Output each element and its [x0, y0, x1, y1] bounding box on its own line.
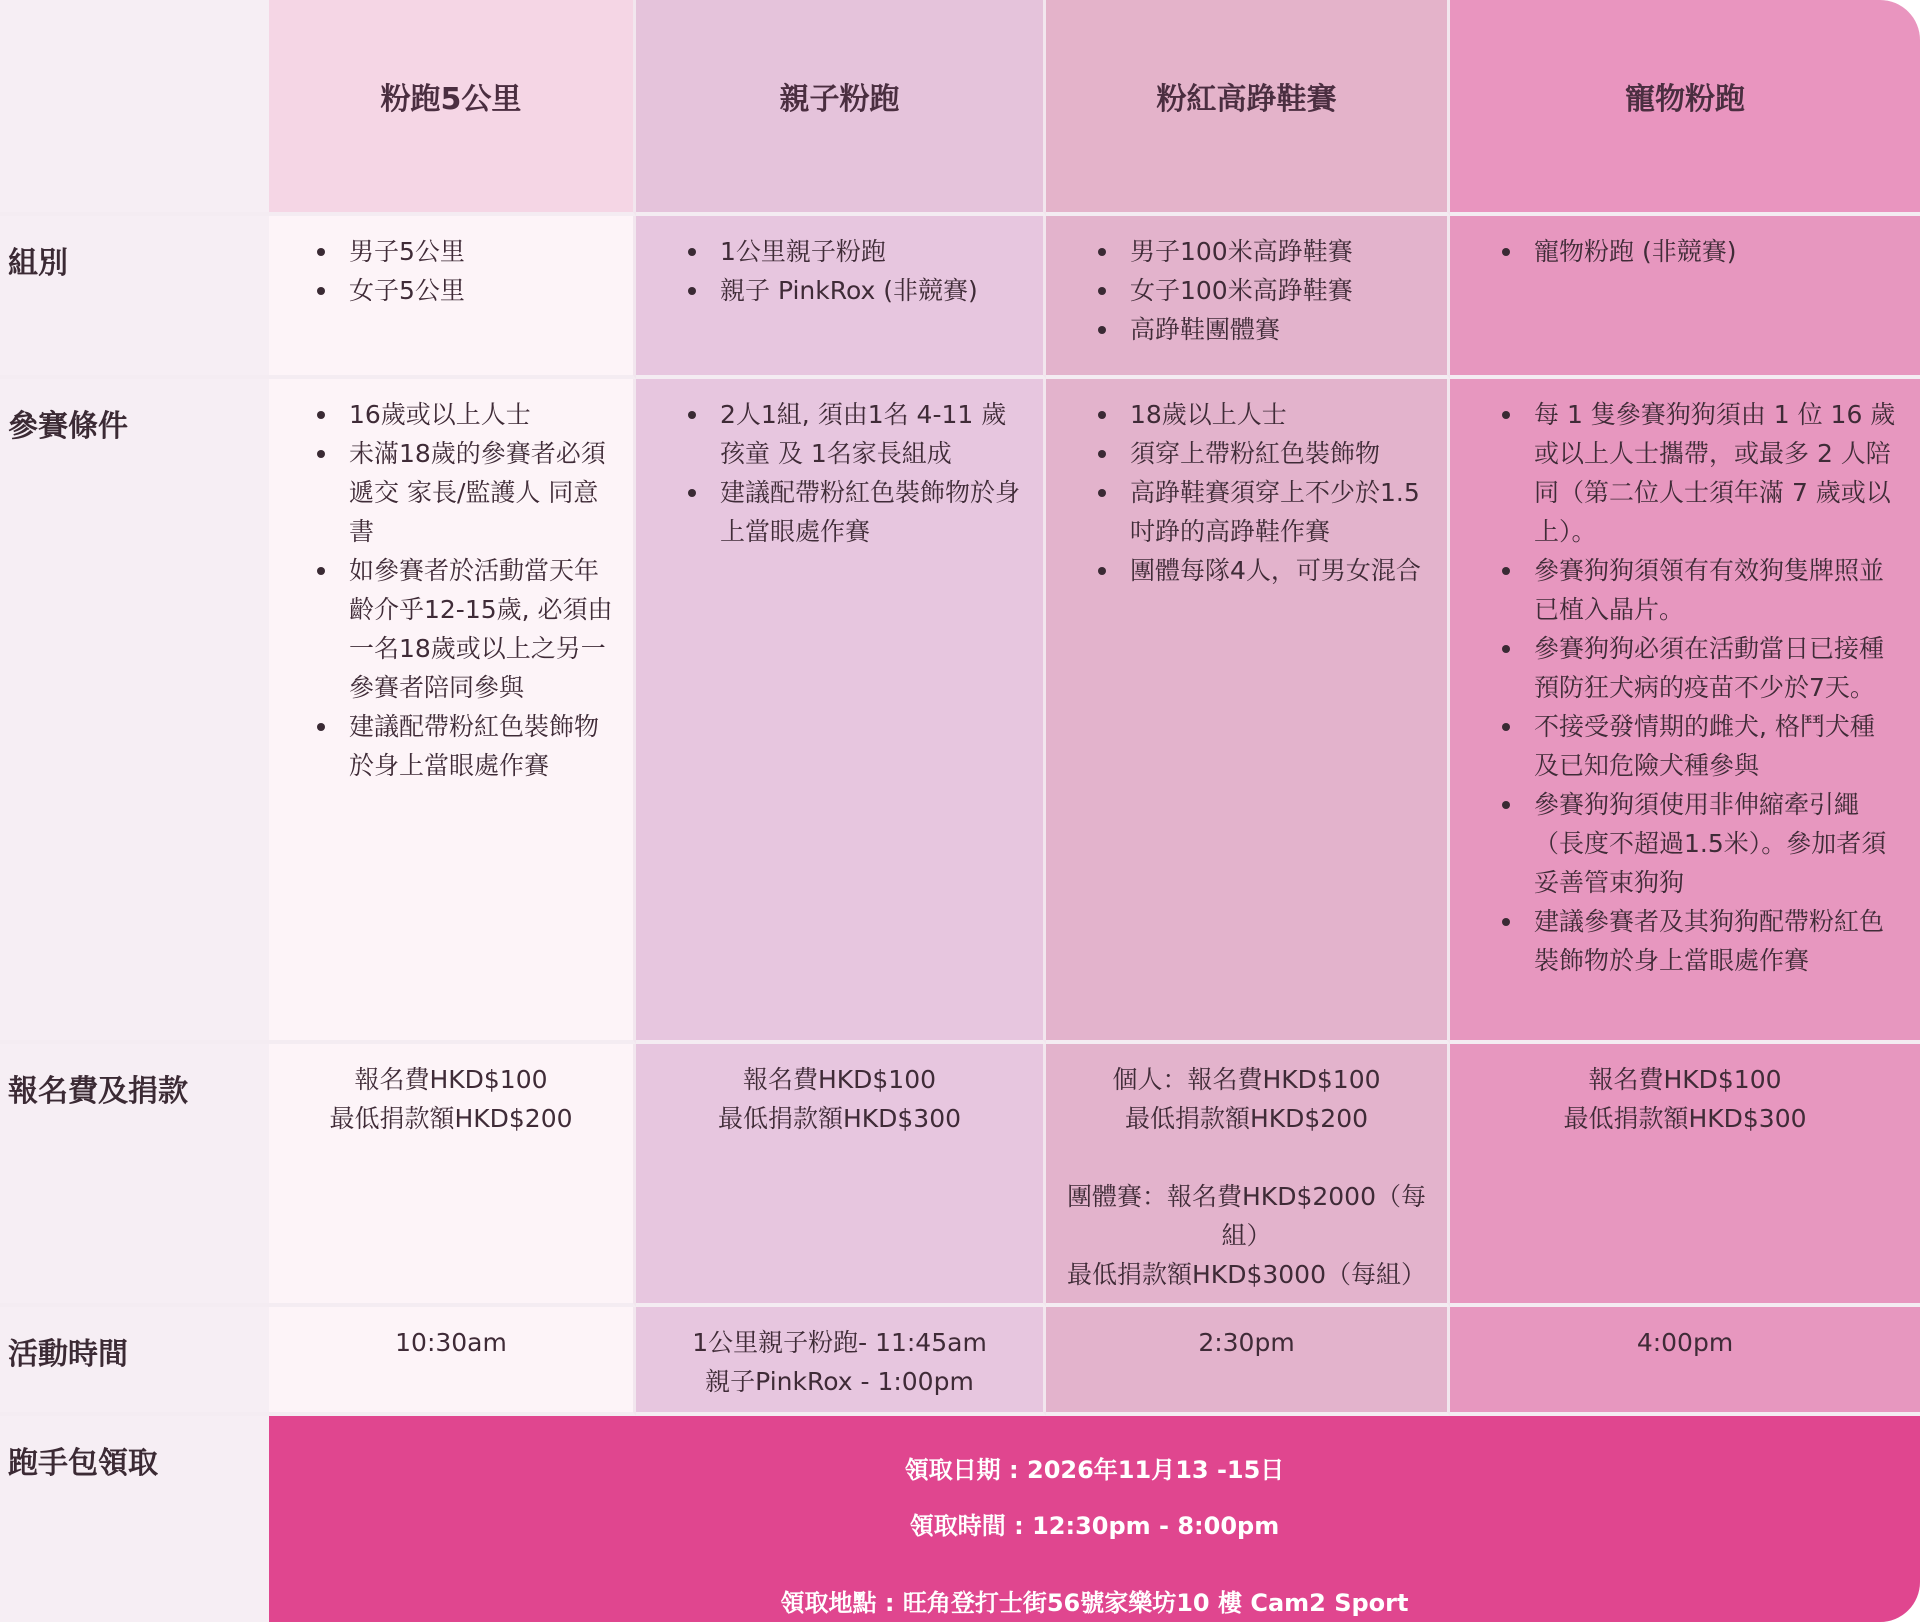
- time-text: 親子PinkRox - 1:00pm: [705, 1367, 974, 1396]
- donation-text: 最低捐款額HKD$300: [717, 1104, 962, 1133]
- row-label-cell: [0, 1416, 269, 1622]
- donation-text: 最低捐款額HKD$200: [1124, 1104, 1369, 1133]
- pickup-location: 領取地點 : 旺角登打士街56號家樂坊10 樓 Cam2 Sport: [780, 1589, 1409, 1617]
- conditions-cell-2: [636, 379, 1046, 1044]
- time-cell-4: [1450, 1307, 1920, 1416]
- row-label-cell: [0, 216, 269, 379]
- fees-cell-1: [269, 1044, 636, 1307]
- list-item: 不接受發情期的雌犬, 格鬥犬種及已知危險犬種參與: [1534, 707, 1896, 785]
- row-label-pickup: 跑手包領取: [8, 1446, 158, 1481]
- list-item: 參賽狗狗必須在活動當日已接種預防狂犬病的疫苗不少於7天。: [1534, 629, 1896, 707]
- list-item: 男子5公里: [349, 232, 613, 271]
- column-title: 寵物粉跑: [1625, 82, 1745, 117]
- list-item: 未滿18歲的參賽者必須遞交 家長/監護人 同意書: [349, 434, 613, 551]
- column-title: 親子粉跑: [779, 82, 900, 117]
- list-item: 女子100米高踭鞋賽: [1130, 271, 1427, 310]
- row-label-cell: [0, 1044, 269, 1307]
- column-header-pet-run: [1450, 0, 1920, 216]
- list-item: 16歲或以上人士: [349, 395, 613, 434]
- list-item: 須穿上帶粉紅色裝飾物: [1130, 434, 1427, 473]
- conditions-cell-3: [1046, 379, 1450, 1044]
- fees-cell-4: [1450, 1044, 1920, 1307]
- time-text: 10:30am: [395, 1328, 507, 1357]
- list-item: 寵物粉跑 (非競賽): [1534, 232, 1896, 271]
- groups-list: [1046, 216, 1447, 349]
- column-title: 粉紅高踭鞋賽: [1156, 82, 1337, 117]
- list-item: 男子100米高踭鞋賽: [1130, 232, 1427, 271]
- list-item: 親子 PinkRox (非競賽): [720, 271, 1023, 310]
- conditions-cell-1: [269, 379, 636, 1044]
- groups-list: [1450, 216, 1920, 271]
- list-item: 如參賽者於活動當天年齡介乎12-15歲, 必須由一名18歲或以上之另一參賽者陪同參與: [349, 551, 613, 707]
- groups-cell-3: [1046, 216, 1450, 379]
- conditions-cell-4: [1450, 379, 1920, 1044]
- row-label-fees: 報名費及捐款: [8, 1074, 188, 1109]
- conditions-list: [1046, 379, 1447, 590]
- list-item: 建議配帶粉紅色裝飾物於身上當眼處作賽: [720, 473, 1023, 551]
- fee-text: 報名費HKD$100: [742, 1065, 937, 1094]
- groups-cell-1: [269, 216, 636, 379]
- row-label-cell: [0, 1307, 269, 1416]
- fee-text: 報名費HKD$100: [1588, 1065, 1782, 1094]
- time-text: 1公里親子粉跑- 11:45am: [692, 1328, 987, 1357]
- time-text: 4:00pm: [1636, 1328, 1734, 1357]
- row-label-conditions: 參賽條件: [8, 409, 128, 444]
- conditions-list: [636, 379, 1043, 551]
- pickup-time: 領取時間 : 12:30pm - 8:00pm: [909, 1512, 1280, 1540]
- list-item: 女子5公里: [349, 271, 613, 310]
- fee-text: 個人：報名費HKD$100: [1112, 1065, 1381, 1094]
- list-item: 建議參賽者及其狗狗配帶粉紅色裝飾物於身上當眼處作賽: [1534, 902, 1896, 980]
- groups-cell-4: [1450, 216, 1920, 379]
- column-title: 粉跑5公里: [380, 82, 522, 117]
- header-corner: [0, 0, 269, 216]
- list-item: 團體每隊4人，可男女混合: [1130, 551, 1427, 590]
- team-donation-text: 最低捐款額HKD$3000（每組）: [1067, 1260, 1426, 1289]
- fees-cell-3: [1046, 1044, 1450, 1307]
- team-fee-text: 團體賽：報名費HKD$2000（每組）: [1067, 1182, 1426, 1250]
- groups-list: [636, 216, 1043, 310]
- list-item: 建議配帶粉紅色裝飾物於身上當眼處作賽: [349, 707, 613, 785]
- list-item: 每 1 隻參賽狗狗須由 1 位 16 歲或以上人士攜帶，或最多 2 人陪同（第二位人士須年滿 7 歲或以上）。: [1534, 395, 1896, 551]
- list-item: 參賽狗狗須領有有效狗隻牌照並已植入晶片。: [1534, 551, 1896, 629]
- fees-cell-2: [636, 1044, 1046, 1307]
- pickup-date: 領取日期 : 2026年11月13 -15日: [904, 1456, 1285, 1484]
- row-label-times: 活動時間: [8, 1337, 128, 1372]
- list-item: 高踭鞋賽須穿上不少於1.5吋踭的高踭鞋作賽: [1130, 473, 1427, 551]
- list-item: 18歲以上人士: [1130, 395, 1427, 434]
- groups-cell-2: [636, 216, 1046, 379]
- time-cell-2: [636, 1307, 1046, 1416]
- groups-list: [269, 216, 633, 310]
- conditions-list: [1450, 379, 1920, 980]
- list-item: 參賽狗狗須使用非伸縮牽引繩（長度不超過1.5米）。參加者須妥善管束狗狗: [1534, 785, 1896, 902]
- column-header-family-run: [636, 0, 1046, 216]
- row-label-cell: [0, 379, 269, 1044]
- row-label-groups: 組別: [8, 246, 68, 281]
- time-cell-1: [269, 1307, 636, 1416]
- pickup-banner: [269, 1416, 1920, 1622]
- column-header-high-heel-race: [1046, 0, 1450, 216]
- list-item: 2人1組, 須由1名 4-11 歲孩童 及 1名家長組成: [720, 395, 1023, 473]
- column-header-pink-run-5k: [269, 0, 636, 216]
- conditions-list: [269, 379, 633, 785]
- fee-text: 報名費HKD$100: [354, 1065, 548, 1094]
- donation-text: 最低捐款額HKD$200: [329, 1104, 573, 1133]
- time-text: 2:30pm: [1198, 1328, 1295, 1357]
- list-item: 高踭鞋團體賽: [1130, 310, 1427, 349]
- time-cell-3: [1046, 1307, 1450, 1416]
- list-item: 1公里親子粉跑: [720, 232, 1023, 271]
- donation-text: 最低捐款額HKD$300: [1563, 1104, 1807, 1133]
